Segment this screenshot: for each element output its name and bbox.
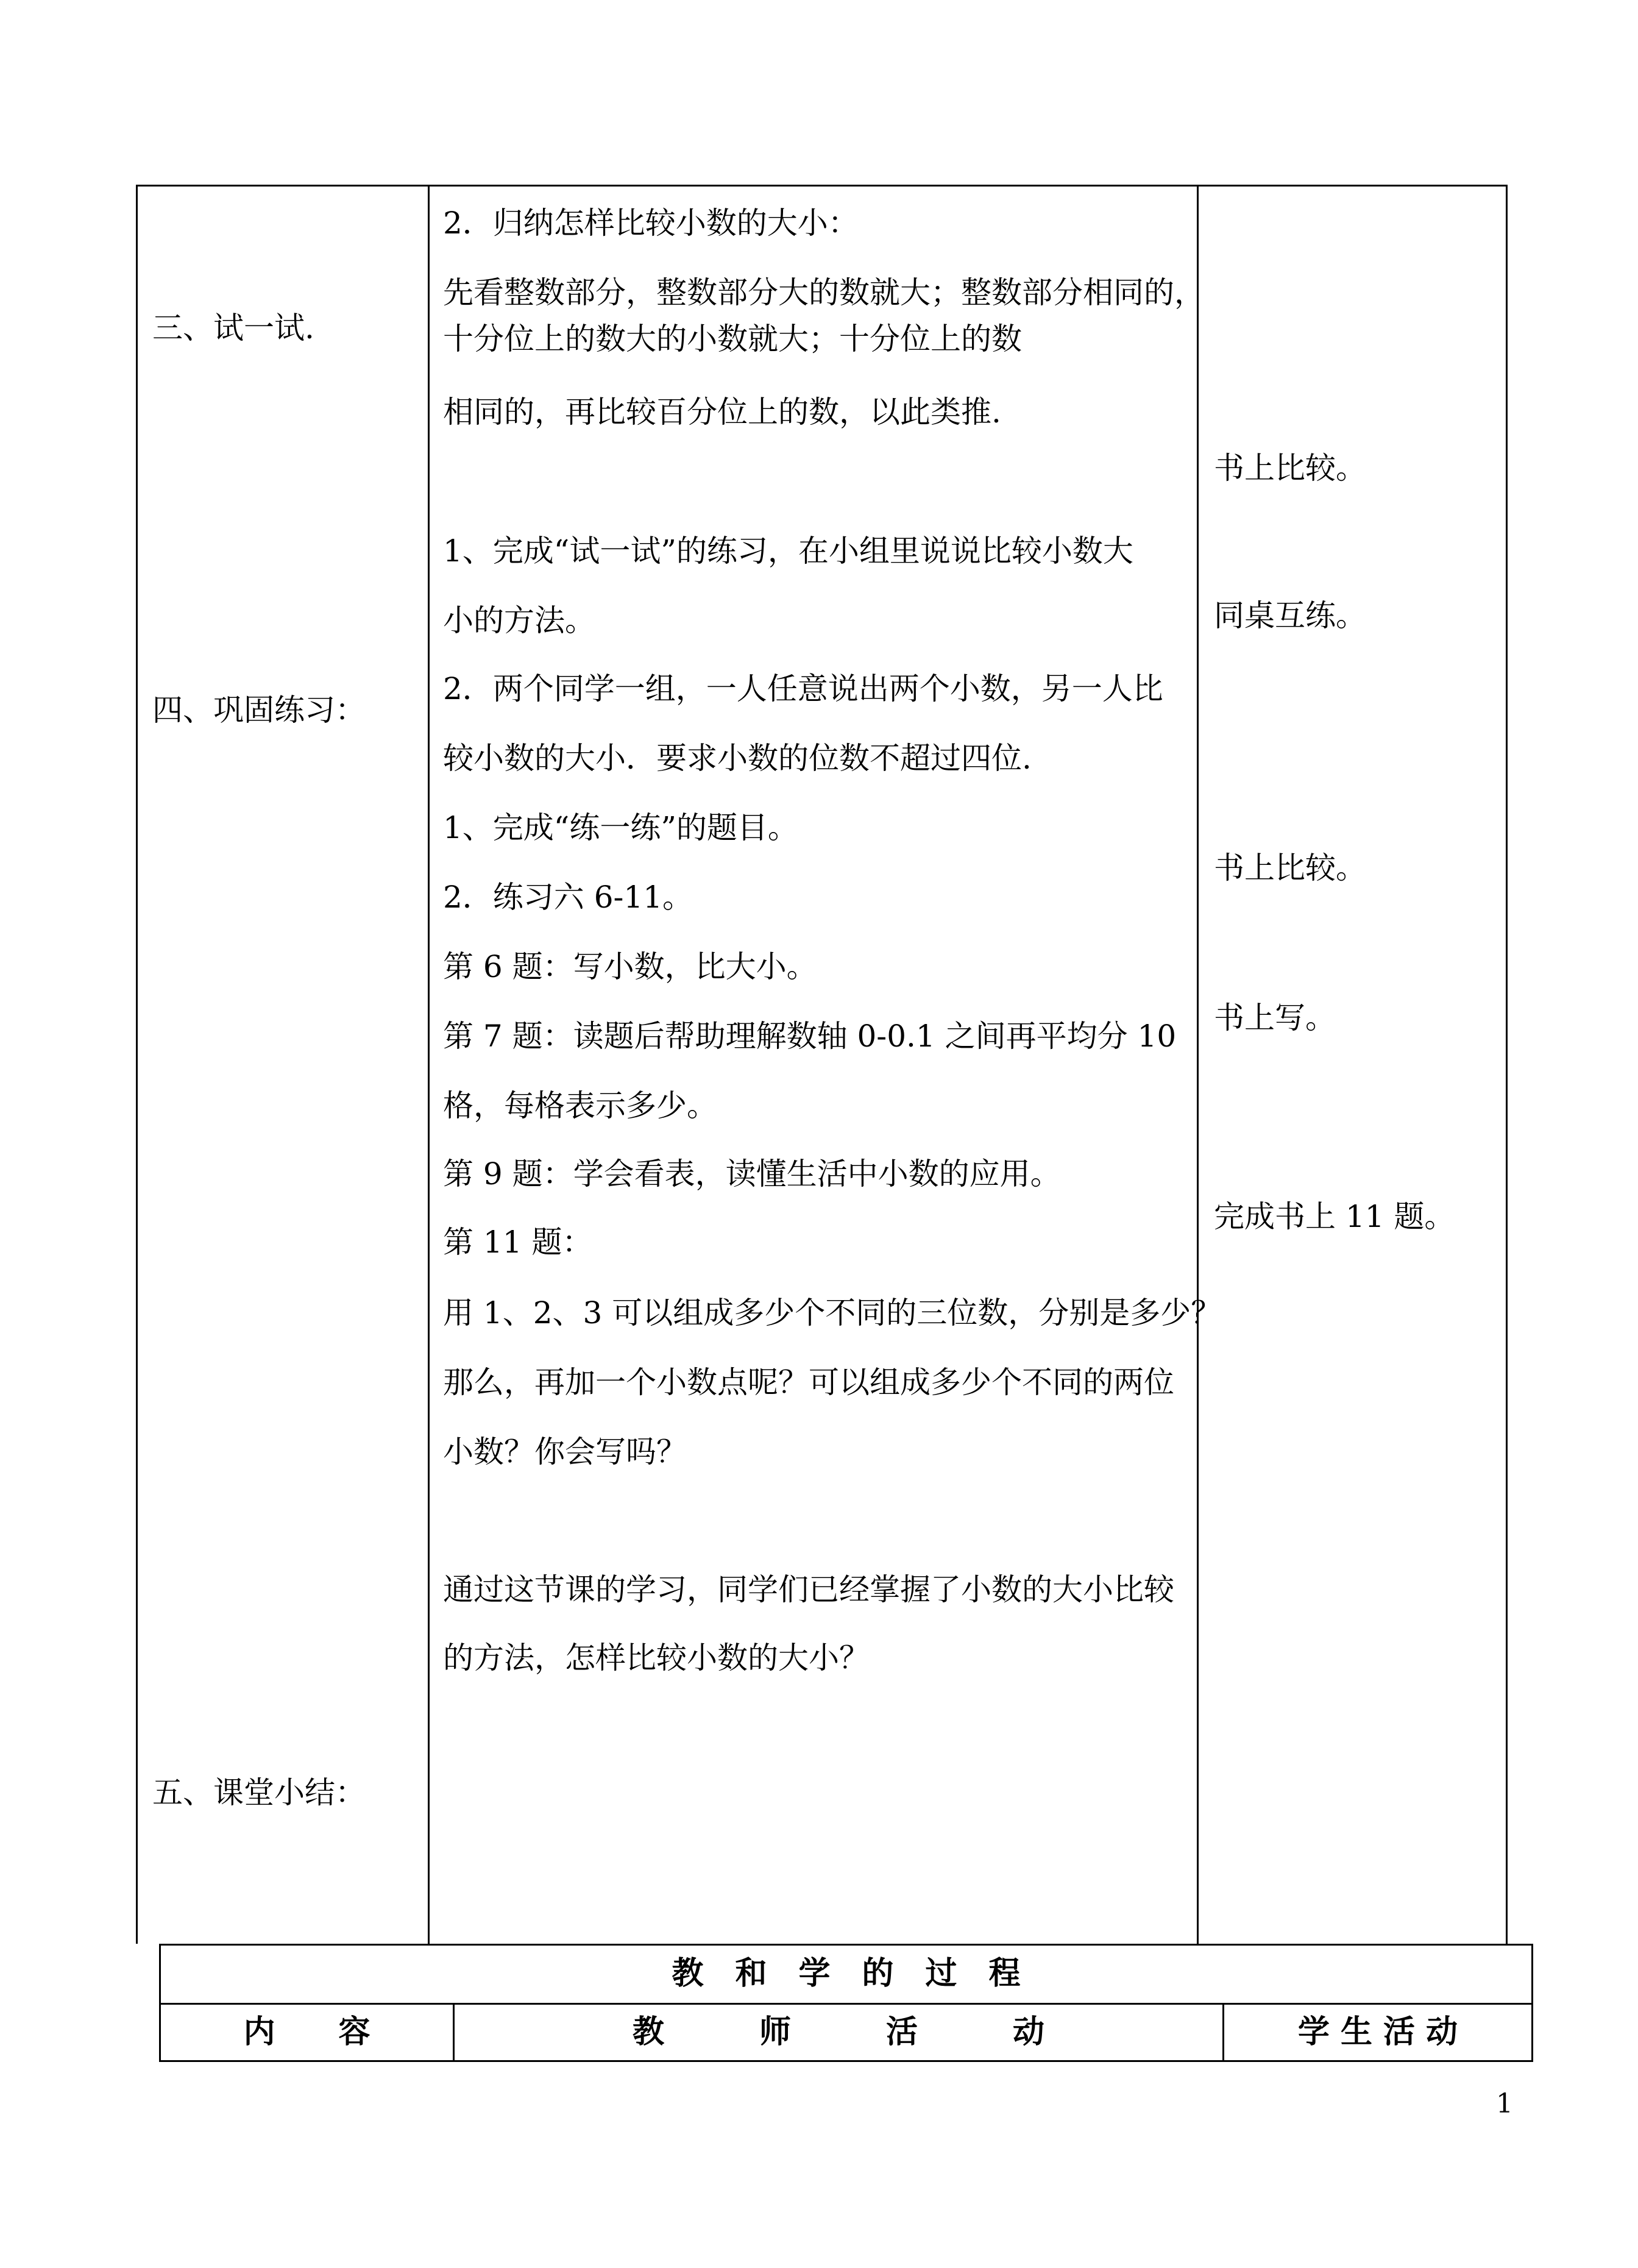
teacher-line: 2．归纳怎样比较小数的大小： — [443, 205, 859, 241]
page-number: 1 — [1496, 2088, 1513, 2119]
teacher-line: 第 7 题：读题后帮助理解数轴 0-0.1 之间再平均分 10 — [443, 1018, 1177, 1054]
header-table-right-border — [1531, 1944, 1533, 2062]
teacher-line: 十分位上的数大的小数就大；十分位上的数 — [443, 321, 1022, 357]
section-try: 三、试一试. — [152, 310, 314, 346]
student-activity: 书上比较。 — [1214, 850, 1366, 886]
main-table-top-border — [136, 185, 1508, 187]
header-title: 教 和 学 的 过 程 — [672, 1955, 1021, 1992]
teacher-line: 的方法，怎样比较小数的大小？ — [443, 1640, 870, 1676]
teacher-line: 格，每格表示多少。 — [443, 1088, 717, 1123]
section-summary: 五、课堂小结： — [152, 1775, 366, 1810]
student-activity: 书上写。 — [1214, 1000, 1336, 1036]
teacher-line: 小的方法。 — [443, 603, 595, 638]
header-table-top-border — [159, 1944, 1533, 1946]
main-table-right-border — [1506, 185, 1508, 1944]
teacher-line: 第 11 题： — [443, 1225, 593, 1260]
main-table-left-border — [136, 185, 138, 1944]
teacher-line: 先看整数部分，整数部分大的数就大；整数部分相同的， — [443, 275, 1205, 310]
main-table-divider-2 — [1197, 185, 1199, 1944]
teacher-line: 2．练习六 6-11。 — [443, 880, 693, 915]
header-table-bottom-border — [159, 2060, 1533, 2062]
teacher-line: 通过这节课的学习，同学们已经掌握了小数的大小比较 — [443, 1572, 1174, 1607]
teacher-line: 那么，再加一个小数点呢？可以组成多少个不同的两位 — [443, 1365, 1174, 1400]
main-table-divider-1 — [428, 185, 430, 1944]
teacher-line: 2．两个同学一组，一人任意说出两个小数，另一人比 — [443, 671, 1163, 706]
header-col-teacher: 教 师 活 动 — [632, 2013, 1044, 2050]
teacher-line: 1、完成“练一练”的题目。 — [443, 810, 798, 845]
student-activity: 同桌互练。 — [1214, 598, 1366, 633]
teacher-line: 用 1、2、3 可以组成多少个不同的三位数，分别是多少？ — [443, 1295, 1222, 1331]
header-table-middle-border — [159, 2003, 1533, 2005]
teacher-line: 第 6 题：写小数，比大小。 — [443, 949, 817, 984]
teacher-line: 第 9 题：学会看表，读懂生活中小数的应用。 — [443, 1156, 1061, 1192]
teacher-line: 1、完成“试一试”的练习，在小组里说说比较小数大 — [443, 533, 1133, 569]
teacher-line: 较小数的大小．要求小数的位数不超过四位. — [443, 741, 1032, 776]
teacher-line: 小数？你会写吗？ — [443, 1434, 687, 1470]
student-activity: 书上比较。 — [1214, 450, 1366, 486]
section-practice: 四、巩固练习： — [152, 692, 366, 728]
header-col-content: 内 容 — [243, 2013, 370, 2050]
student-activity: 完成书上 11 题。 — [1214, 1199, 1455, 1234]
header-col-student: 学 生 活 动 — [1297, 2013, 1458, 2050]
teacher-line: 相同的，再比较百分位上的数，以此类推. — [443, 394, 1001, 430]
